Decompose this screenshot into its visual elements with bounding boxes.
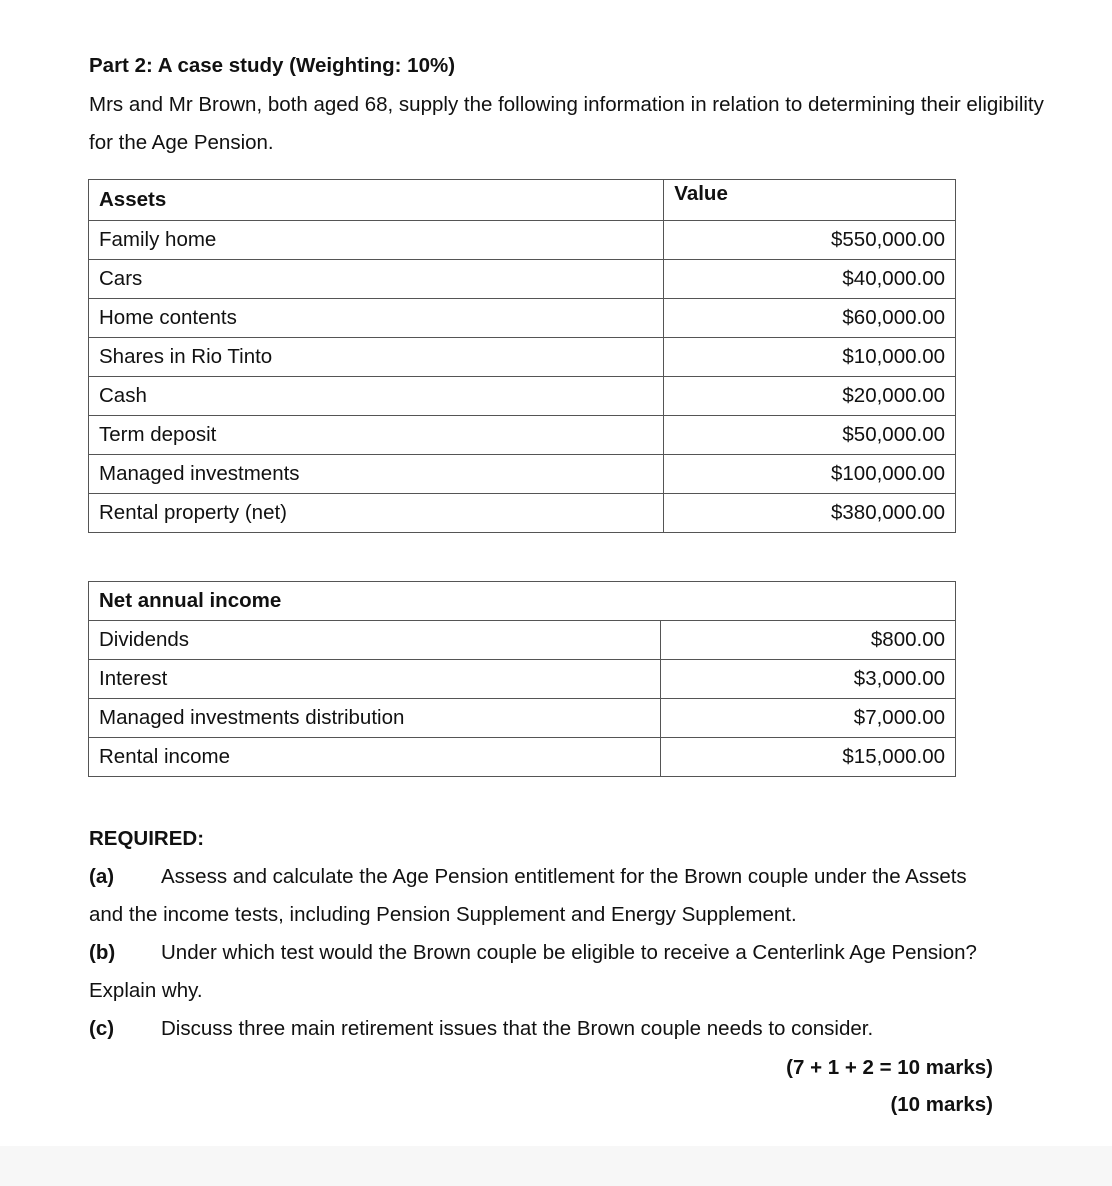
asset-label: Term deposit	[89, 416, 664, 455]
asset-label: Rental property (net)	[89, 494, 664, 533]
assets-header-label: Assets	[89, 180, 664, 221]
marks-total: (10 marks)	[890, 1093, 993, 1116]
asset-value: $550,000.00	[664, 221, 956, 260]
marks-breakdown: (7 + 1 + 2 = 10 marks)	[786, 1056, 993, 1079]
question-b-label: (b)	[89, 941, 116, 964]
asset-label: Family home	[89, 221, 664, 260]
income-value: $15,000.00	[661, 738, 956, 777]
question-b-text: Under which test would the Brown couple be eligible to receive a Centerlink Age Pension? Explain why.	[89, 941, 977, 1002]
table-row	[89, 221, 956, 260]
table-row	[89, 621, 956, 660]
income-label: Managed investments distribution	[89, 699, 661, 738]
asset-value: $380,000.00	[664, 494, 956, 533]
income-value: $3,000.00	[661, 660, 956, 699]
question-c-text: Discuss three main retirement issues that the Brown couple needs to consider.	[161, 1017, 874, 1040]
asset-label: Managed investments	[89, 455, 664, 494]
table-row	[89, 738, 956, 777]
asset-value: $20,000.00	[664, 377, 956, 416]
asset-value: $40,000.00	[664, 260, 956, 299]
income-value: $800.00	[661, 621, 956, 660]
table-row	[89, 338, 956, 377]
table-row	[89, 299, 956, 338]
question-a-text: Assess and calculate the Age Pension entitlement for the Brown couple under the Assets and the income tests, including Pension Supplement and Energy Supplement.	[89, 865, 967, 926]
section-heading: Part 2: A case study (Weighting: 10%)	[89, 54, 456, 77]
table-row	[89, 416, 956, 455]
income-label: Rental income	[89, 738, 661, 777]
income-header-row	[89, 582, 956, 621]
asset-label: Home contents	[89, 299, 664, 338]
asset-value: $10,000.00	[664, 338, 956, 377]
table-row	[89, 494, 956, 533]
assets-header-value: Value	[664, 180, 956, 221]
question-a	[89, 858, 989, 934]
question-a-label: (a)	[89, 865, 115, 888]
table-row	[89, 660, 956, 699]
table-row	[89, 455, 956, 494]
asset-label: Cars	[89, 260, 664, 299]
assets-table	[88, 179, 956, 533]
income-header-label: Net annual income	[89, 582, 956, 621]
asset-label: Cash	[89, 377, 664, 416]
table-row	[89, 260, 956, 299]
asset-label: Shares in Rio Tinto	[89, 338, 664, 377]
income-label: Interest	[89, 660, 661, 699]
table-row	[89, 377, 956, 416]
question-c	[89, 1010, 989, 1048]
income-value: $7,000.00	[661, 699, 956, 738]
asset-value: $50,000.00	[664, 416, 956, 455]
table-row	[89, 699, 956, 738]
income-table	[88, 581, 956, 777]
question-c-label: (c)	[89, 1017, 115, 1040]
assets-header-row	[89, 180, 956, 221]
asset-value: $60,000.00	[664, 299, 956, 338]
intro-paragraph: Mrs and Mr Brown, both aged 68, supply the following information in relation to determining their eligibility for the Age Pension.	[89, 93, 1044, 154]
required-title: REQUIRED:	[89, 827, 205, 850]
asset-value: $100,000.00	[664, 455, 956, 494]
question-b	[89, 934, 989, 1010]
income-label: Dividends	[89, 621, 661, 660]
page-bottom-band	[0, 1146, 1112, 1186]
